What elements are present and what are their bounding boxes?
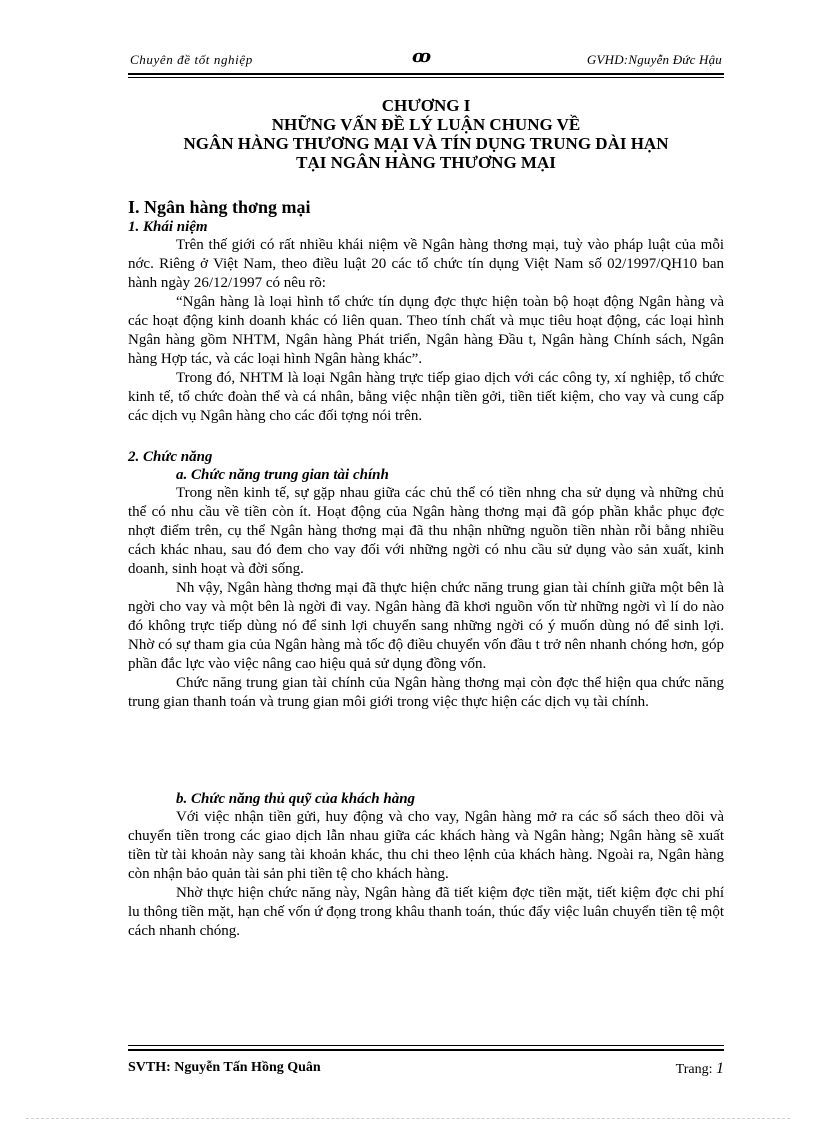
page-label: Trang: xyxy=(675,1062,713,1077)
header-rule-thin xyxy=(128,77,724,78)
paragraph: Trong nền kinh tế, sự gặp nhau giữa các chủ thể có tiền nhng cha sử dụng và những chủ thể có nhu cầu về tiền còn ít. Hoạt động của Ngân hàng thơng mại đã góp phần khắc phục đợc nhợt điểm trên, cụ thể Ngân hàng thơng mại đã thu nhận những nguồn tiền nhàn rỗi bằng nhiều cách khác nhau, sau đó đem cho vay đối với những ngời có nhu cầu sử dụng vào sản xuất, kinh doanh, sinh hoạt và đời sống. xyxy=(128,485,724,577)
chapter-title-line: NHỮNG VẤN ĐỀ LÝ LUẬN CHUNG VỀ xyxy=(271,115,581,134)
footer-author: SVTH: Nguyễn Tấn Hồng Quân xyxy=(128,1060,321,1075)
page-number: 1 xyxy=(716,1060,724,1077)
header-rule xyxy=(128,73,724,75)
paragraph: Với việc nhận tiền gửi, huy động và cho vay, Ngân hàng mở ra các sổ sách theo dõi và chuyển tiền trong các giao dịch lẫn nhau giữa các khách hàng và Ngân hàng; Ngân hàng sẽ xuất tiền từ tài khoản này sang tài khoản khác, thu chi theo lệnh của khách hàng. Ngoài ra, Ngân hàng còn nhận bảo quản tài sản phi tiền tệ cho khách hàng. xyxy=(128,809,724,882)
chapter-title-line: NGÂN HÀNG THƯƠNG MẠI VÀ TÍN DỤNG TRUNG DÀI HẠN xyxy=(183,134,669,153)
subsection-heading: 2. Chức năng xyxy=(128,449,213,465)
paragraph: Trong đó, NHTM là loại Ngân hàng trực tiếp giao dịch với các công ty, xí nghiệp, tổ chức kinh tế, tổ chức đoàn thể và cá nhân, bằng việc nhận tiền gởi, tiền tiết kiệm, cho vay và cung cấp các dịch vụ Ngân hàng cho các đối tợng nói trên. xyxy=(128,370,724,424)
sub-subsection-heading: a. Chức năng trung gian tài chính xyxy=(176,467,389,483)
section-heading: I. Ngân hàng thơng mại xyxy=(128,197,311,217)
quote-paragraph: “Ngân hàng là loại hình tổ chức tín dụng đợc thực hiện toàn bộ hoạt động Ngân hàng và các hoạt động kinh doanh khác có liên quan. Theo tính chất và mục tiêu hoạt động, các loại hình Ngân hàng gồm NHTM, Ngân hàng Phát triển, Ngân hàng Đầu t, Ngân hàng Chính sách, Ngân hàng Hợp tác, và các loại hình Ngân hàng khác”. xyxy=(128,294,724,367)
chapter-number: CHƯƠNG I xyxy=(381,96,471,115)
chapter-title-block xyxy=(128,96,724,172)
document-body xyxy=(128,196,724,941)
paragraph: Nh vậy, Ngân hàng thơng mại đã thực hiện chức năng trung gian tài chính giữa một bên là ngời cho vay và một bên là ngời đi vay. Ngân hàng đã khơi nguồn vốn từ những ngời vì lí do nào đó không trực tiếp dùng nó để sinh lợi chuyển sang những ngời có ý muốn dùng nó để sinh lợi. Nhờ có sự tham gia của Ngân hàng mà tốc độ điều chuyển vốn đầu t trở nên nhanh chóng hơn, góp phần đắc lực vào việc nâng cao hiệu quả sử dụng đồng vốn. xyxy=(128,580,724,672)
header-right-text: GVHD:Nguyễn Đức Hậu xyxy=(586,52,722,67)
header-left-text: Chuyên đề tốt nghiệp xyxy=(130,52,253,67)
sub-subsection-heading: b. Chức năng thủ quỹ của khách hàng xyxy=(176,791,416,807)
paragraph: Nhờ thực hiện chức năng này, Ngân hàng đã tiết kiệm đợc tiền mặt, tiết kiệm đợc chi phí lu thông tiền mặt, hạn chế vốn ứ đọng trong khâu thanh toán, thúc đẩy việc luân chuyển tiền tệ một cách nhanh chóng. xyxy=(128,885,724,939)
footer-rule-thin xyxy=(128,1045,724,1046)
paragraph: Trên thế giới có rất nhiều khái niệm về Ngân hàng thơng mại, tuỳ vào pháp luật của mỗi nớc. Riêng ở Việt Nam, theo điều luật 20 các tổ chức tín dụng Việt Nam số 02/1997/QH10 ban hành ngày 26/12/1997 có nêu rõ: xyxy=(128,237,724,291)
page-header xyxy=(128,48,724,70)
subsection-heading: 1. Khái niệm xyxy=(128,219,208,235)
paragraph: Chức năng trung gian tài chính của Ngân hàng thơng mại còn đợc thể hiện qua chức năng trung gian thanh toán và trung gian môi giới trong việc thực hiện các dịch vụ tài chính. xyxy=(128,675,724,710)
page-edge xyxy=(26,1118,790,1119)
header-ornament-icon: ꝏ xyxy=(412,46,432,66)
footer-page xyxy=(676,1060,724,1078)
chapter-title-line: TẠI NGÂN HÀNG THƯƠNG MẠI xyxy=(296,153,556,172)
footer-rule xyxy=(128,1049,724,1051)
